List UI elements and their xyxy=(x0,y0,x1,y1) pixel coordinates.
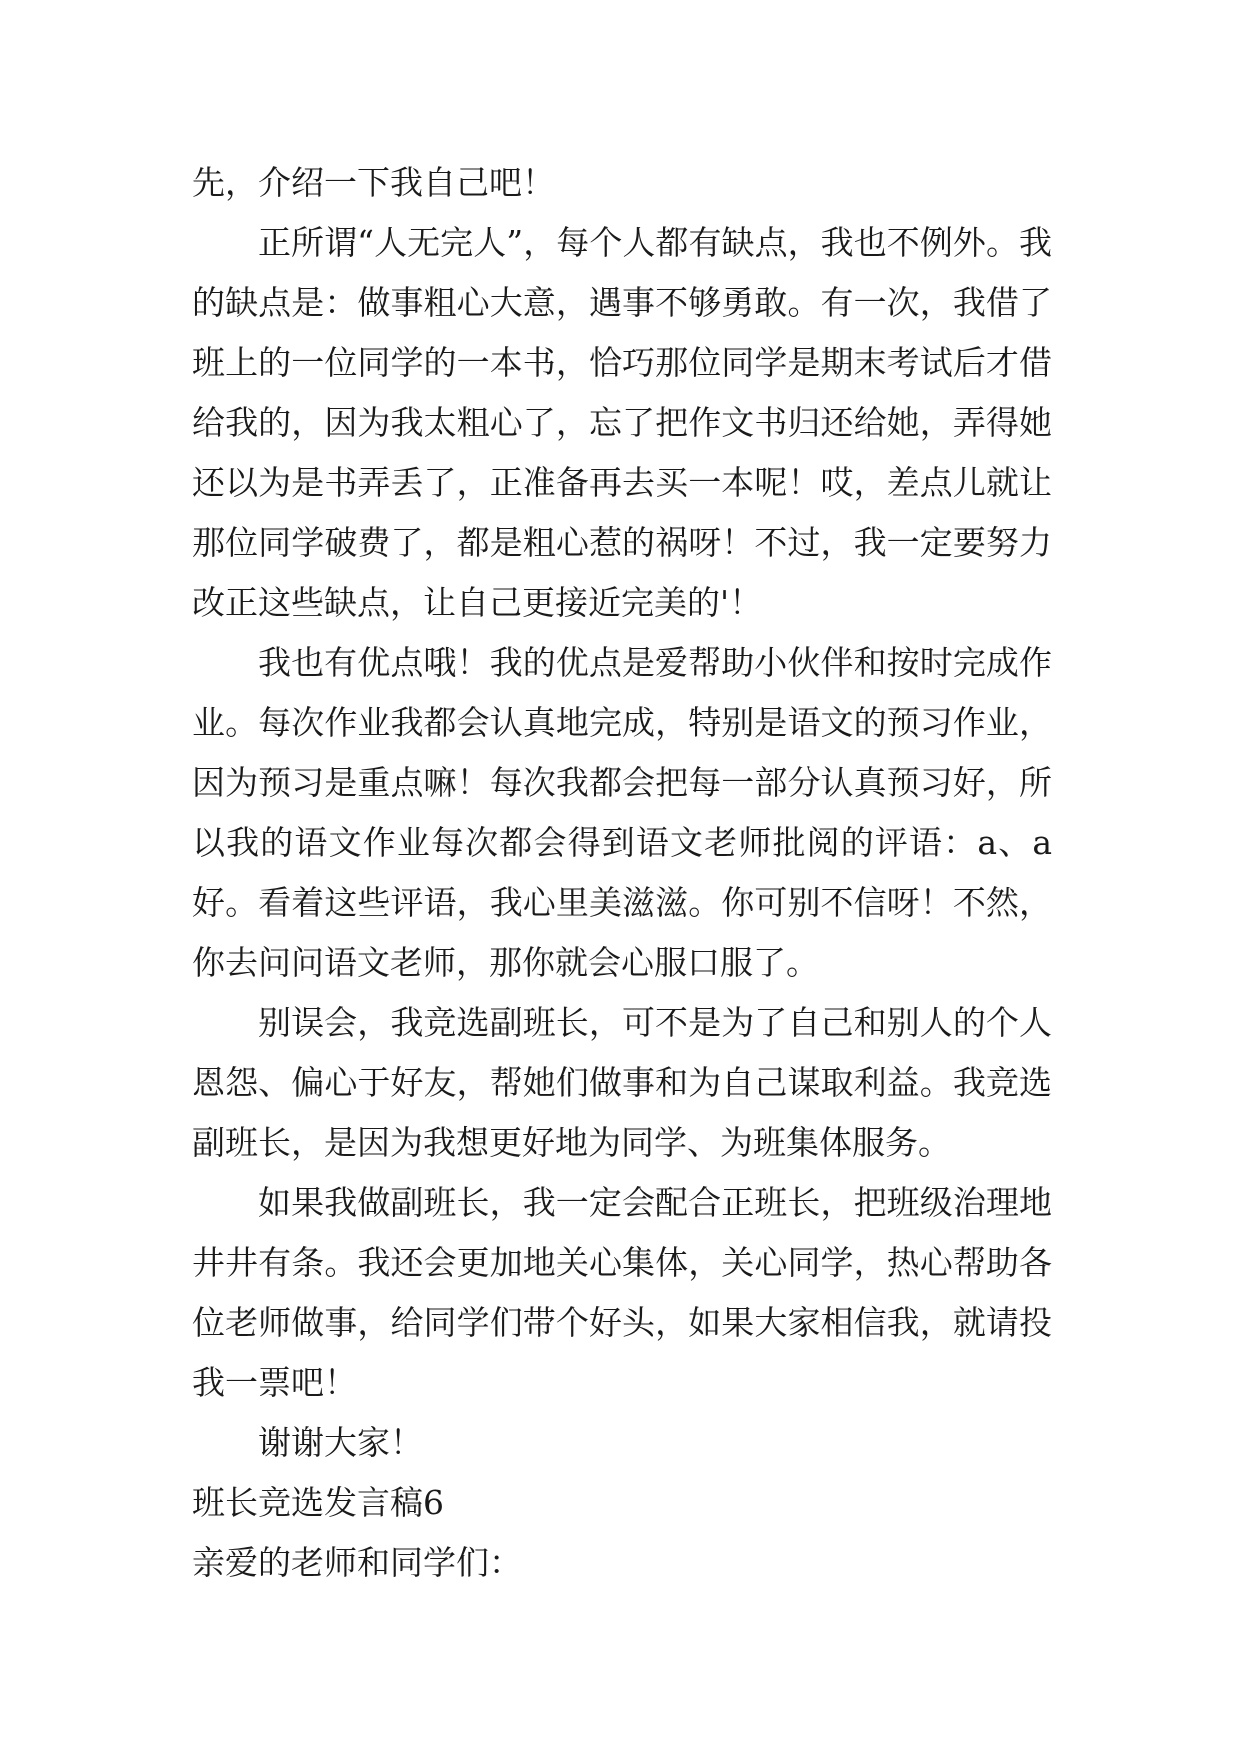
paragraph-thanks: 谢谢大家！ xyxy=(258,1423,423,1462)
paragraph-strengths: 我也有优点哦！我的优点是爱帮助小伙伴和按时完成作业。每次作业我都会认真地完成，特别是语文的预习作业，因为预习是重点嘛！每次我都会把每一部分认真预习好，所以我的语文作业每次都会得到语文老师批阅的评语：a、a好。看着这些评语，我心里美滋滋。你可别不信呀！不然，你去问问语文老师，那你就会心服口服了。 xyxy=(192,643,1052,982)
paragraph-shortcomings: 正所谓“人无完人”，每个人都有缺点，我也不例外。我的缺点是：做事粗心大意，遇事不够勇敢。有一次，我借了班上的一位同学的一本书，恰巧那位同学是期末考试后才借给我的，因为我太粗心了，忘了把作文书归还给她，弄得她还以为是书弄丢了，正准备再去买一本呢！哎，差点儿就让那位同学破费了，都是粗心惹的祸呀！不过，我一定要努力改正这些缺点，让自己更接近完美的'！ xyxy=(192,223,1052,622)
paragraph-promise: 如果我做副班长，我一定会配合正班长，把班级治理地井井有条。我还会更加地关心集体，关心同学，热心帮助各位老师做事，给同学们带个好头，如果大家相信我，就请投我一票吧！ xyxy=(192,1183,1052,1402)
salutation: 亲爱的老师和同学们： xyxy=(192,1543,522,1582)
document-body xyxy=(192,153,1052,1593)
paragraph-motivation: 别误会，我竞选副班长，可不是为了自己和别人的个人恩怨、偏心于好友，帮她们做事和为自己谋取利益。我竞选副班长，是因为我想更好地为同学、为班集体服务。 xyxy=(192,1003,1052,1162)
section-title: 班长竞选发言稿6 xyxy=(192,1483,444,1522)
paragraph-intro-end: 先，介绍一下我自己吧！ xyxy=(192,163,555,202)
